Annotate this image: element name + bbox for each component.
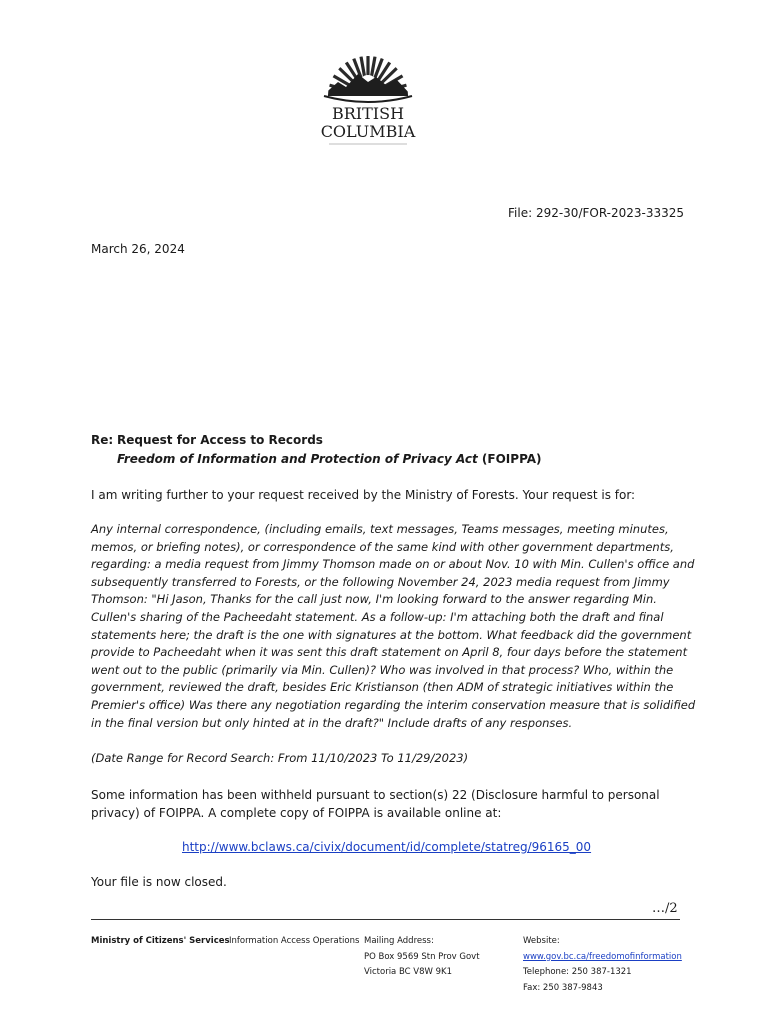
svg-text:BRITISH: BRITISH xyxy=(331,104,405,123)
subject-title: Request for Access to Records xyxy=(117,433,323,447)
footer-divider xyxy=(91,919,680,920)
closing-sentence: Your file is now closed. xyxy=(91,875,227,889)
request-line: memos, or briefing notes), or correspondence of the same kind with other government departments, xyxy=(91,539,674,554)
act-abbreviation: (FOIPPA) xyxy=(477,452,542,466)
letter-date: March 26, 2024 xyxy=(91,242,185,256)
request-line: statements here; the draft is the one with signatures at the bottom. What feedback did the government xyxy=(91,627,692,642)
request-line: provide to Pacheedaht when it was sent this draft statement on April 8, four days before the statement xyxy=(91,645,688,660)
intro-paragraph: I am writing further to your request received by the Ministry of Forests. Your request is for: xyxy=(91,488,636,502)
subject-line xyxy=(91,433,323,447)
withheld-line: Some information has been withheld pursuant to section(s) 22 (Disclosure harmful to personal xyxy=(91,788,660,802)
withheld-line: privacy) of FOIPPA. A complete copy of FOIPPA is available online at: xyxy=(91,805,502,820)
fax: Fax: 250 387-9843 xyxy=(523,982,603,993)
foippa-link[interactable]: http://www.bclaws.ca/civix/document/id/complete/statreg/96165_00 xyxy=(182,840,592,854)
footer-operations: Information Access Operations xyxy=(229,936,360,946)
request-line: went out to the public (primarily via Min. Cullen)? Who was involved in that process? Who, within the xyxy=(91,662,674,677)
request-line: subsequently transferred to Forests, or the following November 24, 2023 media request from Jimmy xyxy=(91,574,670,589)
request-line: Premier's office) Was there any negotiation regarding the interim conservation measure that is solidified xyxy=(91,697,696,712)
subject-label: Re: xyxy=(91,433,114,447)
request-text xyxy=(91,521,696,732)
act-name: Freedom of Information and Protection of Privacy Act xyxy=(117,452,478,466)
british-columbia-logo xyxy=(312,44,424,148)
telephone: Telephone: 250 387-1321 xyxy=(523,967,632,978)
website-label: Website: xyxy=(523,936,560,946)
page-continuation: …/2 xyxy=(652,901,678,916)
request-line: government, reviewed the draft, besides Eric Kristianson (then ADM of strategic initiatives within the xyxy=(91,680,674,695)
file-number: File: 292-30/FOR-2023-33325 xyxy=(508,206,685,220)
footer-contact xyxy=(523,934,682,996)
request-line: Cullen's sharing of the Pacheedaht statement. As a follow-up: I'm attaching both the draft and final xyxy=(91,609,664,624)
request-line: Thomson: "Hi Jason, Thanks for the call just now, I'm looking forward to the answer regarding Min. xyxy=(91,592,657,607)
request-line: Any internal correspondence, (including emails, text messages, Teams messages, meeting minutes, xyxy=(91,522,669,536)
footer-ministry: Ministry of Citizens' Services xyxy=(91,936,230,946)
date-range: (Date Range for Record Search: From 11/10/2023 To 11/29/2023) xyxy=(91,751,469,765)
footer-mailing-address: Mailing Address: PO Box 9569 Stn Prov Govt Victoria BC V8W 9K1 xyxy=(364,936,480,978)
sunburst-mountain-icon xyxy=(312,44,424,148)
website-link[interactable]: www.gov.bc.ca/freedomofinformation xyxy=(523,951,682,962)
request-line: regarding: a media request from Jimmy Thomson made on or about Nov. 10 with Min. Cullen's office and xyxy=(91,557,695,572)
subject-act xyxy=(117,452,542,466)
withheld-paragraph xyxy=(91,787,660,822)
svg-text:COLUMBIA: COLUMBIA xyxy=(320,122,416,141)
request-line: in the final version but only hinted at in the draft?" Include drafts of any responses. xyxy=(91,715,573,730)
